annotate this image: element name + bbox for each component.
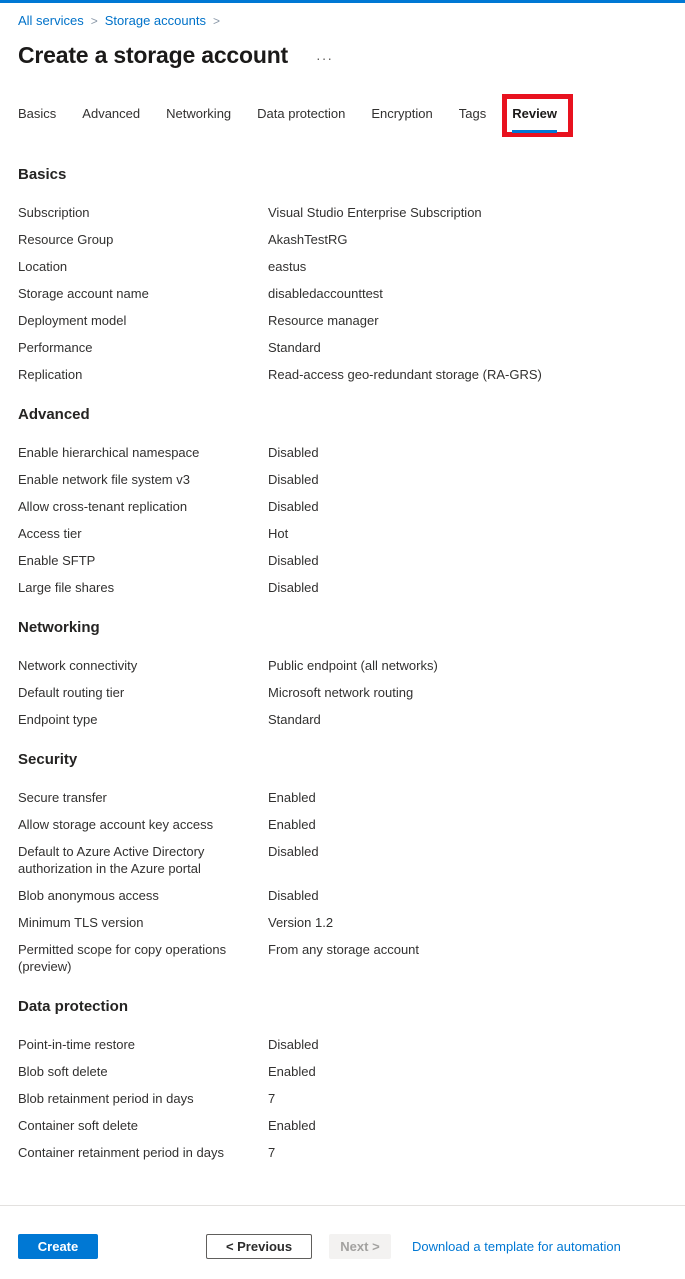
download-template-link[interactable]: Download a template for automation [412, 1239, 621, 1254]
review-row [18, 1063, 667, 1080]
row-value: Disabled [268, 472, 319, 487]
tab-networking[interactable] [166, 106, 231, 133]
row-label: Subscription [18, 205, 90, 220]
row-value: Standard [268, 340, 321, 355]
previous-button[interactable]: < Previous [206, 1234, 312, 1259]
tab-label: Tags [458, 106, 487, 121]
review-section [18, 406, 667, 596]
review-row [18, 843, 667, 877]
review-row [18, 789, 667, 806]
tab-bar [18, 106, 667, 133]
breadcrumb-separator: > [90, 13, 98, 28]
review-row [18, 312, 667, 329]
row-value: Enabled [268, 790, 316, 805]
row-value: AkashTestRG [268, 232, 348, 247]
section-heading: Advanced [18, 406, 90, 423]
create-button[interactable]: Create [18, 1234, 98, 1259]
review-row [18, 816, 667, 833]
row-label: Network connectivity [18, 658, 138, 673]
review-section [18, 166, 667, 383]
review-section [18, 619, 667, 728]
row-label: Enable network file system v3 [18, 472, 190, 487]
review-row [18, 1117, 667, 1134]
review-row [18, 552, 667, 569]
review-row [18, 339, 667, 356]
row-label: Default routing tier [18, 685, 125, 700]
section-heading: Networking [18, 619, 100, 636]
review-row [18, 525, 667, 542]
tab-label: Advanced [82, 106, 141, 121]
tab-data-protection[interactable] [257, 106, 345, 133]
tab-advanced[interactable] [82, 106, 140, 133]
breadcrumb-separator: > [212, 13, 220, 28]
row-label: Enable hierarchical namespace [18, 445, 200, 460]
row-value: Disabled [268, 580, 319, 595]
row-value: Enabled [268, 1064, 316, 1079]
breadcrumb-link-all-services[interactable]: All services [18, 13, 84, 28]
section-heading: Security [18, 751, 78, 768]
row-label: Blob soft delete [18, 1064, 108, 1079]
more-options-button[interactable]: ··· [316, 49, 334, 66]
row-label: Replication [18, 367, 83, 382]
row-label: Performance [18, 340, 93, 355]
tab-label: Encryption [371, 106, 433, 121]
review-row [18, 914, 667, 931]
row-label: Secure transfer [18, 790, 107, 805]
row-label: Location [18, 259, 68, 274]
row-label: Resource Group [18, 232, 114, 247]
row-label: Container soft delete [18, 1118, 138, 1133]
top-accent-bar [0, 0, 685, 3]
row-value: Hot [268, 526, 289, 541]
row-value: From any storage account [268, 942, 420, 957]
title-row [18, 42, 667, 69]
row-value: Disabled [268, 844, 319, 859]
row-label: Storage account name [18, 286, 149, 301]
review-row [18, 471, 667, 488]
review-row [18, 204, 667, 221]
row-value: Disabled [268, 445, 319, 460]
tab-label: Networking [166, 106, 232, 121]
review-row [18, 444, 667, 461]
row-label: Minimum TLS version [18, 915, 144, 930]
row-value: Microsoft network routing [268, 685, 414, 700]
review-content [18, 166, 667, 1161]
row-value: 7 [268, 1145, 276, 1160]
section-rows [18, 789, 667, 975]
review-section [18, 998, 667, 1161]
row-value: Standard [268, 712, 321, 727]
review-row [18, 1144, 667, 1161]
tab-label: Basics [18, 106, 57, 121]
row-value: Disabled [268, 888, 319, 903]
row-label: Endpoint type [18, 712, 98, 727]
section-heading: Basics [18, 166, 67, 183]
row-label: Container retainment period in days [18, 1145, 224, 1160]
tab-label: Data protection [257, 106, 346, 121]
tab-review[interactable] [512, 106, 557, 133]
row-value: Public endpoint (all networks) [268, 658, 438, 673]
row-value: 7 [268, 1091, 276, 1106]
section-rows [18, 657, 667, 728]
section-heading: Data protection [18, 998, 129, 1015]
page-title: Create a storage account [18, 42, 289, 68]
row-label: Deployment model [18, 313, 127, 328]
tab-encryption[interactable] [371, 106, 432, 133]
review-row [18, 258, 667, 275]
row-value: Enabled [268, 817, 316, 832]
page [0, 13, 685, 1161]
section-rows [18, 1036, 667, 1161]
review-row [18, 1036, 667, 1053]
row-label: Permitted scope for copy operations (preview) [18, 942, 227, 974]
review-row [18, 231, 667, 248]
next-button[interactable]: Next > [329, 1234, 391, 1259]
row-label: Access tier [18, 526, 82, 541]
section-rows [18, 204, 667, 383]
row-label: Default to Azure Active Directory authorization in the Azure portal [18, 844, 205, 876]
review-row [18, 657, 667, 674]
review-row [18, 941, 667, 975]
row-label: Allow cross-tenant replication [18, 499, 188, 514]
breadcrumb [18, 13, 667, 28]
row-value: Visual Studio Enterprise Subscription [268, 205, 482, 220]
tab-label: Review [512, 106, 558, 121]
review-row [18, 579, 667, 596]
row-label: Blob retainment period in days [18, 1091, 194, 1106]
row-value: Read-access geo-redundant storage (RA-GRS) [268, 367, 542, 382]
row-value: Version 1.2 [268, 915, 334, 930]
review-row [18, 711, 667, 728]
review-row [18, 1090, 667, 1107]
row-value: Resource manager [268, 313, 379, 328]
row-value: disabledaccounttest [268, 286, 383, 301]
section-rows [18, 444, 667, 596]
row-value: Disabled [268, 553, 319, 568]
footer-action-bar [0, 1205, 685, 1259]
row-label: Allow storage account key access [18, 817, 214, 832]
review-row [18, 498, 667, 515]
row-value: Enabled [268, 1118, 316, 1133]
review-row [18, 366, 667, 383]
review-row [18, 285, 667, 302]
row-label: Large file shares [18, 580, 115, 595]
tab-basics[interactable] [18, 106, 56, 133]
row-label: Point-in-time restore [18, 1037, 136, 1052]
review-row [18, 887, 667, 904]
row-label: Blob anonymous access [18, 888, 159, 903]
row-value: Disabled [268, 499, 319, 514]
tab-tags[interactable] [459, 106, 486, 133]
row-value: Disabled [268, 1037, 319, 1052]
breadcrumb-link-storage-accounts[interactable]: Storage accounts [104, 13, 206, 28]
row-value: eastus [268, 259, 307, 274]
review-row [18, 684, 667, 701]
row-label: Enable SFTP [18, 553, 96, 568]
review-section [18, 751, 667, 975]
